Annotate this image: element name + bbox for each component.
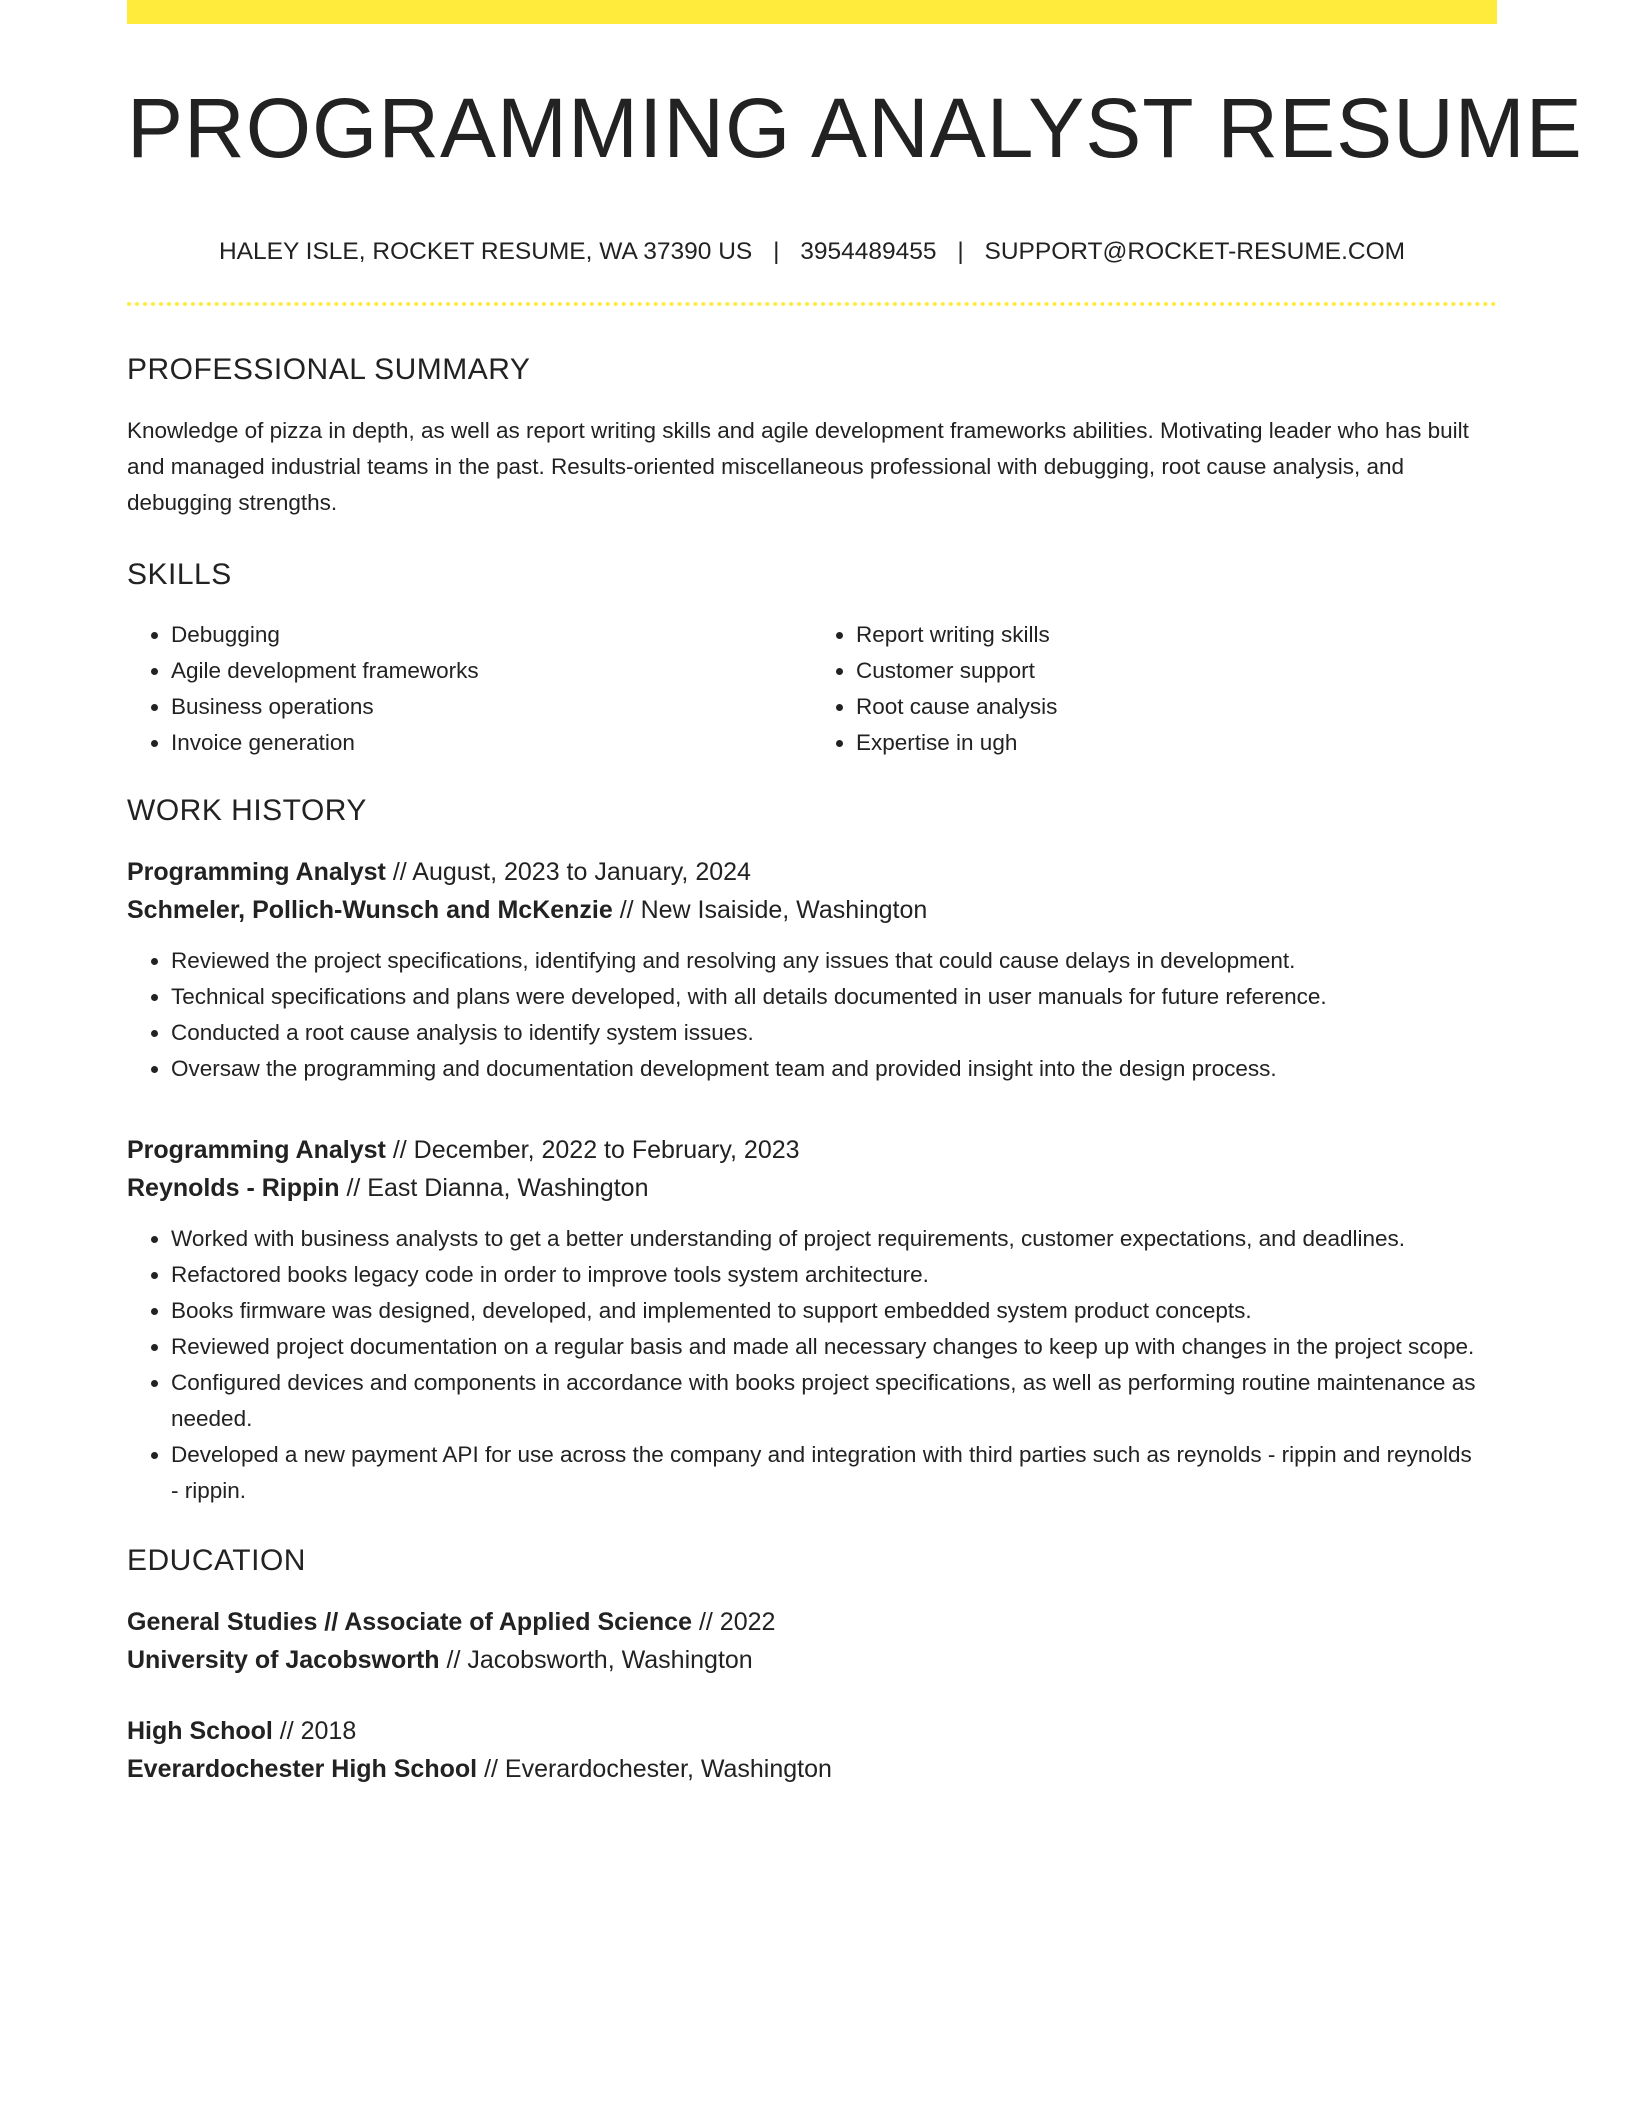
skills-left-column: [127, 617, 812, 761]
contact-email: SUPPORT@ROCKET-RESUME.COM: [984, 238, 1406, 266]
job-bullet: • Developed a new payment API for use across the company and integration with third parties such as reynolds - rippin and reynolds - rippin.: [171, 1437, 1497, 1509]
education-degree: High School: [127, 1717, 273, 1746]
job-dates: // August, 2023 to January, 2024: [392, 858, 751, 887]
skills-heading: SKILLS: [127, 558, 232, 592]
job-company-line: [127, 891, 1497, 929]
job-bullet: • Refactored books legacy code in order to improve tools system architecture.: [171, 1257, 1497, 1293]
education-school-line: [127, 1750, 1497, 1788]
contact-line: [127, 238, 1497, 266]
job-bullet: • Reviewed project documentation on a regular basis and made all necessary changes to keep up with changes in the project scope.: [171, 1329, 1497, 1365]
education-entry: [127, 1712, 1497, 1788]
job-title-line: [127, 1131, 1497, 1169]
top-accent-bar: [127, 0, 1497, 24]
page-title: PROGRAMMING ANALYST RESUME: [127, 81, 1583, 175]
education-degree: General Studies // Associate of Applied Science: [127, 1608, 692, 1637]
job-title: Programming Analyst: [127, 1136, 386, 1165]
summary-text: Knowledge of pizza in depth, as well as report writing skills and agile development frameworks abilities. Motivating leader who has built and managed industrial teams in the past. Results-oriented miscellaneous professional with debugging, root cause analysis, and debugging strengths.: [127, 418, 1469, 516]
skill-item: • Customer support: [856, 653, 1497, 689]
job-title: Programming Analyst: [127, 858, 386, 887]
education-school: Everardochester High School: [127, 1755, 478, 1784]
education-degree-line: [127, 1603, 1497, 1641]
education-location: // Everardochester, Washington: [484, 1755, 832, 1784]
job-company: Reynolds - Rippin: [127, 1174, 340, 1203]
skill-item: • Debugging: [171, 617, 812, 653]
job-location: // New Isaiside, Washington: [619, 896, 928, 925]
job-bullet: • Books firmware was designed, developed, and implemented to support embedded system product concepts.: [171, 1293, 1497, 1329]
skills-right-column: [812, 617, 1497, 761]
job-bullet: • Technical specifications and plans were developed, with all details documented in user manuals for future reference.: [171, 979, 1497, 1015]
education-school: University of Jacobsworth: [127, 1646, 440, 1675]
skills-grid: [127, 617, 1497, 761]
education-year: // 2018: [279, 1717, 357, 1746]
job-company: Schmeler, Pollich-Wunsch and McKenzie: [127, 896, 613, 925]
contact-separator: |: [957, 238, 964, 266]
job-location: // East Dianna, Washington: [346, 1174, 649, 1203]
education-entry: [127, 1603, 1497, 1679]
job-company-line: [127, 1169, 1497, 1207]
education-school-line: [127, 1641, 1497, 1679]
summary-heading: PROFESSIONAL SUMMARY: [127, 353, 531, 387]
skill-item: • Invoice generation: [171, 725, 812, 761]
education-location: // Jacobsworth, Washington: [446, 1646, 753, 1675]
dotted-divider: [127, 302, 1497, 306]
job-bullets: [127, 943, 1497, 1087]
work-history-heading: WORK HISTORY: [127, 794, 367, 828]
contact-separator: |: [773, 238, 780, 266]
job-entry: [127, 853, 1497, 1087]
education-year: // 2022: [698, 1608, 776, 1637]
job-entry: [127, 1131, 1497, 1509]
job-bullets: [127, 1221, 1497, 1509]
skill-item: • Business operations: [171, 689, 812, 725]
contact-phone: 3954489455: [800, 238, 937, 266]
job-bullet: • Configured devices and components in accordance with books project specifications, as well as performing routine maintenance as needed.: [171, 1365, 1497, 1437]
education-heading: EDUCATION: [127, 1544, 306, 1578]
job-title-line: [127, 853, 1497, 891]
contact-address: HALEY ISLE, ROCKET RESUME, WA 37390 US: [218, 238, 753, 266]
skill-item: • Report writing skills: [856, 617, 1497, 653]
skill-item: • Expertise in ugh: [856, 725, 1497, 761]
job-dates: // December, 2022 to February, 2023: [392, 1136, 800, 1165]
skill-item: • Agile development frameworks: [171, 653, 812, 689]
resume-page: [127, 0, 1583, 1788]
education-degree-line: [127, 1712, 1497, 1750]
job-bullet: • Oversaw the programming and documentation development team and provided insight into the design process.: [171, 1051, 1497, 1087]
job-bullet: • Reviewed the project specifications, identifying and resolving any issues that could cause delays in development.: [171, 943, 1497, 979]
skill-item: • Root cause analysis: [856, 689, 1497, 725]
job-bullet: • Conducted a root cause analysis to identify system issues.: [171, 1015, 1497, 1051]
job-bullet: • Worked with business analysts to get a better understanding of project requirements, customer expectations, and deadlines.: [171, 1221, 1497, 1257]
